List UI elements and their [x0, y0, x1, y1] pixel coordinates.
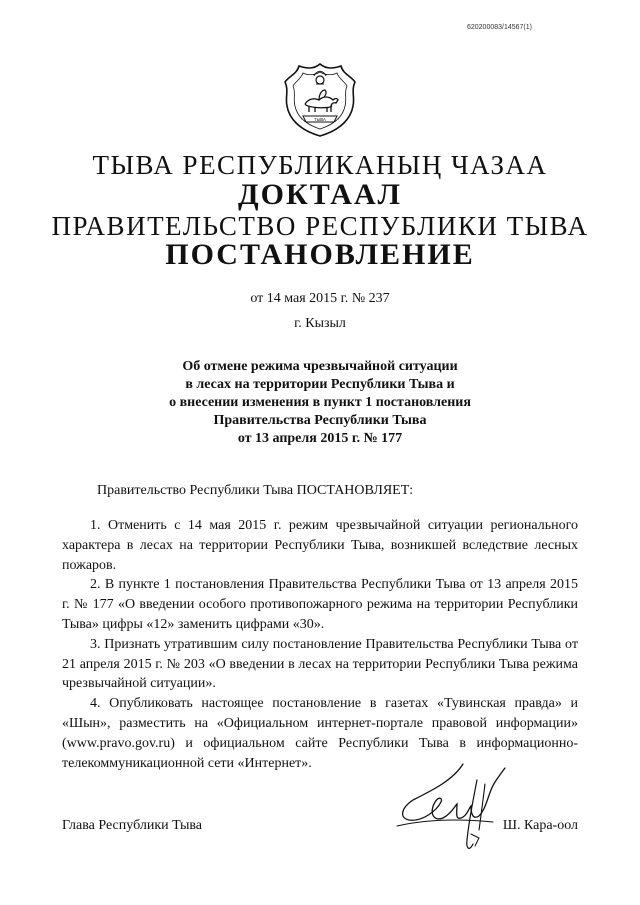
tuvan-government-heading: ТЫВА РЕСПУБЛИКАНЫҢ ЧАЗАА	[92, 150, 548, 180]
emblem-ribbon-text: ТЫВА	[314, 117, 326, 122]
tuvan-decree-heading: ДОКТААЛ	[238, 178, 402, 211]
decree-title-line: Правительства Республики Тыва	[213, 413, 427, 428]
decree-preamble: Правительство Республики Тыва ПОСТАНОВЛЯЕТ:	[97, 483, 414, 498]
decree-paragraph: 3. Признать утратившим силу постановление Правительства Республики Тыва от 21 апреля 2015 г. № 203 «О введении в лесах на территории Республики Тыва режима чрезвычайной ситуации».	[62, 636, 578, 692]
decree-paragraph: 4. Опубликовать настоящее постановление в газетах «Тувинская правда» и «Шын», разместить на «Официальном интернет-портале правовой информации» (www.pravo.gov.ru) и официальном сайте Республики Тыва в информационно-телекоммуникационной сети «Интернет».	[62, 696, 578, 771]
russian-decree-heading: ПОСТАНОВЛЕНИЕ	[165, 238, 475, 271]
signatory-name: Ш. Кара-оол	[502, 818, 578, 833]
decree-date-number: от 14 мая 2015 г. № 237	[250, 291, 390, 306]
coat-of-arms-emblem-icon	[281, 60, 359, 138]
decree-title-line: от 13 апреля 2015 г. № 177	[237, 431, 403, 446]
decree-title-line: о внесении изменения в пункт 1 постановления	[169, 395, 471, 410]
russian-government-heading: ПРАВИТЕЛЬСТВО РЕСПУБЛИКИ ТЫВА	[51, 211, 589, 241]
decree-city: г. Кызыл	[294, 316, 346, 331]
decree-paragraph: 1. Отменить с 14 мая 2015 г. режим чрезвычайной ситуации регионального характера в лесах на территории Республики Тыва, возникшей вследствие лесных пожаров.	[62, 518, 578, 573]
document-id: 620200083/14567(1)	[466, 24, 532, 31]
decree-title-line: в лесах на территории Республики Тыва и	[185, 377, 455, 392]
decree-title-line: Об отмене режима чрезвычайной ситуации	[182, 359, 458, 374]
decree-body	[62, 516, 578, 773]
decree-title	[0, 358, 640, 448]
signatory-role: Глава Республики Тыва	[62, 818, 203, 833]
handwritten-signature	[393, 760, 511, 862]
decree-paragraph: 2. В пункте 1 постановления Правительства Республики Тыва от 13 апреля 2015 г. № 177 «О введении особого противопожарного режима на территории Республики Тыва» цифры «12» заменить цифрами «30».	[62, 577, 578, 632]
